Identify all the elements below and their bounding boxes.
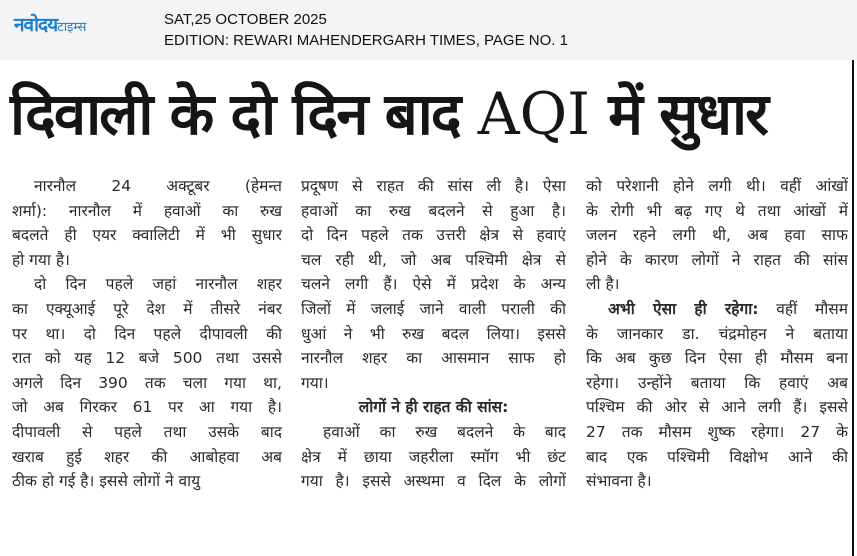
article-line: चल रही थी, जो अब पश्चिमी क्षेत्र से: [301, 250, 566, 269]
edition-date: SAT,25 OCTOBER 2025: [164, 11, 327, 28]
masthead-bar: [0, 0, 857, 60]
article-line: कि अब कुछ दिन ऐसा ही मौसम बना: [586, 349, 848, 368]
lead-line: [586, 297, 848, 322]
article-line: दो दिन पहले तक उत्तरी क्षेत्र से हवाएं: [301, 226, 566, 245]
article-line: के जानकार डा. चंद्रमोहन ने बताया: [586, 324, 848, 343]
column-rule: [852, 60, 854, 556]
article-line: बदलते ही एयर क्वालिटी में भी सुधार: [12, 226, 282, 245]
article-line: चलने लगी हैं। ऐसे में प्रदेश के अन्य: [301, 275, 566, 294]
article-column-2: [301, 174, 566, 494]
article-line: ठीक हो गई है। इससे लोगों ने वायु: [12, 472, 201, 491]
article-line: शर्मा): नारनौल में हवाओं का रुख: [12, 201, 282, 220]
headline-part1: दिवाली के दो दिन बाद: [10, 80, 460, 148]
headline-aqi: AQI: [477, 80, 591, 148]
article-line: के रोगी भी बढ़ गए थे तथा आंखों में: [586, 201, 848, 220]
article-line: जिलों में जलाई जाने वाली पराली की: [301, 299, 566, 318]
subheading: लोगों ने ही राहत की सांस:: [358, 398, 509, 417]
article-line: ली है।: [586, 275, 620, 294]
article-line: 27 तक मौसम शुष्क रहेगा। 27 के: [586, 422, 848, 441]
article-column-1: [12, 174, 282, 494]
logo-main: नवोदय: [14, 14, 58, 36]
article-line: हवाओं का रुख बदलने से हुआ है।: [301, 201, 566, 220]
article-line: नारनौल शहर का आसमान साफ हो: [301, 349, 566, 368]
article-column-3: [586, 174, 848, 494]
article-line: क्षेत्र में छाया जहरीला स्मॉग भी छंट: [301, 447, 566, 466]
edition-name: EDITION: REWARI MAHENDERGARH TIMES, PAGE NO. 1: [164, 32, 568, 49]
article-line: धुआं ने भी रुख बदल लिया। इससे: [301, 324, 566, 343]
lead-subheading: अभी ऐसा ही रहेगा:: [608, 299, 759, 318]
article-line: दीपावली से पहले तथा उसके बाद: [12, 422, 282, 441]
article-line: हवाओं का रुख बदलने के बाद: [323, 422, 566, 441]
newspaper-logo: [14, 11, 86, 37]
headline: [10, 66, 848, 162]
article-line: गया है। इससे अस्थमा व दिल के लोगों: [301, 472, 566, 491]
article-line: होने के कारण लोगों ने राहत की सांस: [586, 250, 848, 269]
article-line: जलन रहने लगी थी, अब हवा साफ: [586, 226, 848, 245]
logo-sub: टाइम्स: [57, 20, 87, 35]
article-line: हो गया है।: [12, 250, 70, 269]
article-line: पर था। दो दिन पहले दीपावली की: [12, 324, 282, 343]
lead-text: वहीं मौसम: [758, 299, 848, 318]
article-line: को परेशानी होने लगी थी। वहीं आंखों: [586, 177, 848, 195]
article-line: अगले दिन 390 तक चला गया था,: [12, 373, 282, 392]
article-line: संभावना है।: [586, 472, 652, 491]
article-line: का एक्यूआई पूरे देश में तीसरे नंबर: [12, 299, 282, 318]
article-line: प्रदूषण से राहत की सांस ली है। ऐसा: [301, 177, 566, 195]
headline-part2: में सुधार: [608, 80, 767, 148]
article-line: बाद एक पश्चिमी विक्षोभ आने की: [586, 447, 848, 466]
article-line: दो दिन पहले जहां नारनौल शहर: [34, 275, 282, 294]
article-line: पश्चिम की ओर से आने लगी हैं। इससे: [586, 398, 848, 417]
article-line: रहेगा। उन्होंने बताया कि हवाएं अब: [586, 373, 848, 392]
article-line: जो अब गिरकर 61 पर आ गया है।: [12, 398, 282, 417]
article-line: खराब हुई शहर की आबोहवा अब: [12, 447, 282, 466]
article-line: रात को यह 12 बजे 500 तथा उससे: [12, 349, 282, 368]
edition-info: [164, 9, 568, 51]
article-line: गया।: [301, 373, 329, 392]
article-line: नारनौल 24 अक्टूबर (हेमन्त: [34, 177, 282, 195]
